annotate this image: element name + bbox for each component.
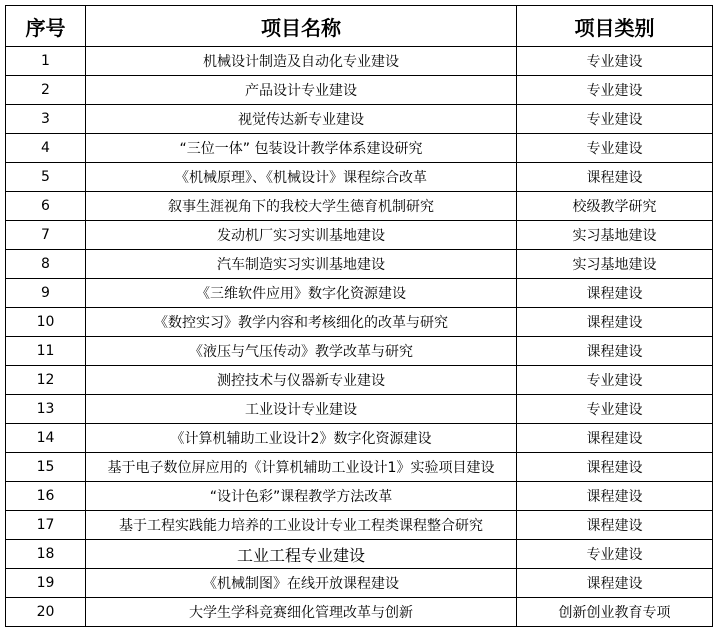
table-row [6,76,713,105]
cell-name: 产品设计专业建设 [86,76,517,105]
table-row [6,395,713,424]
table-row [6,134,713,163]
table-row [6,540,713,569]
cell-category: 课程建设 [517,424,713,453]
cell-no: 13 [6,395,86,424]
cell-no: 9 [6,279,86,308]
cell-no: 20 [6,598,86,627]
cell-no: 15 [6,453,86,482]
cell-name: 工业工程专业建设 [86,540,517,569]
cell-no: 11 [6,337,86,366]
table-row [6,453,713,482]
cell-category: 课程建设 [517,279,713,308]
cell-name: 工业设计专业建设 [86,395,517,424]
cell-name: 基于工程实践能力培养的工业设计专业工程类课程整合研究 [86,511,517,540]
table-row [6,105,713,134]
cell-no: 6 [6,192,86,221]
cell-name: 《计算机辅助工业设计2》数字化资源建设 [86,424,517,453]
cell-no: 8 [6,250,86,279]
cell-category: 专业建设 [517,134,713,163]
cell-name: “三位一体” 包装设计教学体系建设研究 [86,134,517,163]
cell-name: 叙事生涯视角下的我校大学生德育机制研究 [86,192,517,221]
project-table [5,5,713,627]
cell-name: “设计色彩”课程教学方法改革 [86,482,517,511]
header-no: 序号 [6,6,86,47]
cell-category: 创新创业教育专项 [517,598,713,627]
table-row [6,192,713,221]
cell-category: 课程建设 [517,453,713,482]
cell-no: 5 [6,163,86,192]
cell-name: 《液压与气压传动》教学改革与研究 [86,337,517,366]
table-row [6,424,713,453]
cell-category: 实习基地建设 [517,221,713,250]
cell-category: 课程建设 [517,337,713,366]
cell-category: 课程建设 [517,163,713,192]
table-row [6,47,713,76]
cell-no: 14 [6,424,86,453]
table-body [6,47,713,627]
table-row [6,163,713,192]
cell-no: 19 [6,569,86,598]
cell-no: 12 [6,366,86,395]
cell-name: 《三维软件应用》数字化资源建设 [86,279,517,308]
cell-no: 16 [6,482,86,511]
cell-category: 实习基地建设 [517,250,713,279]
cell-category: 专业建设 [517,395,713,424]
cell-no: 1 [6,47,86,76]
table-row [6,482,713,511]
cell-name: 《机械制图》在线开放课程建设 [86,569,517,598]
cell-name: 测控技术与仪器新专业建设 [86,366,517,395]
cell-category: 课程建设 [517,569,713,598]
header-category: 项目类别 [517,6,713,47]
table-row [6,598,713,627]
table-row [6,337,713,366]
table-header-row [6,6,713,47]
cell-no: 7 [6,221,86,250]
cell-category: 专业建设 [517,540,713,569]
table-row [6,279,713,308]
table-row [6,221,713,250]
cell-name: 机械设计制造及自动化专业建设 [86,47,517,76]
cell-name: 大学生学科竞赛细化管理改革与创新 [86,598,517,627]
cell-category: 专业建设 [517,76,713,105]
cell-name: 汽车制造实习实训基地建设 [86,250,517,279]
cell-name: 发动机厂实习实训基地建设 [86,221,517,250]
cell-no: 18 [6,540,86,569]
cell-category: 专业建设 [517,105,713,134]
table-row [6,308,713,337]
cell-name: 《机械原理》、《机械设计》课程综合改革 [86,163,517,192]
cell-category: 专业建设 [517,366,713,395]
cell-no: 10 [6,308,86,337]
table-row [6,569,713,598]
header-name: 项目名称 [86,6,517,47]
cell-name: 视觉传达新专业建设 [86,105,517,134]
cell-no: 2 [6,76,86,105]
table-row [6,366,713,395]
cell-category: 校级教学研究 [517,192,713,221]
cell-category: 课程建设 [517,308,713,337]
cell-name: 《数控实习》教学内容和考核细化的改革与研究 [86,308,517,337]
cell-no: 17 [6,511,86,540]
cell-category: 课程建设 [517,482,713,511]
cell-no: 3 [6,105,86,134]
table-row [6,250,713,279]
table-row [6,511,713,540]
cell-category: 课程建设 [517,511,713,540]
cell-no: 4 [6,134,86,163]
cell-name: 基于电子数位屏应用的《计算机辅助工业设计1》实验项目建设 [86,453,517,482]
cell-category: 专业建设 [517,47,713,76]
